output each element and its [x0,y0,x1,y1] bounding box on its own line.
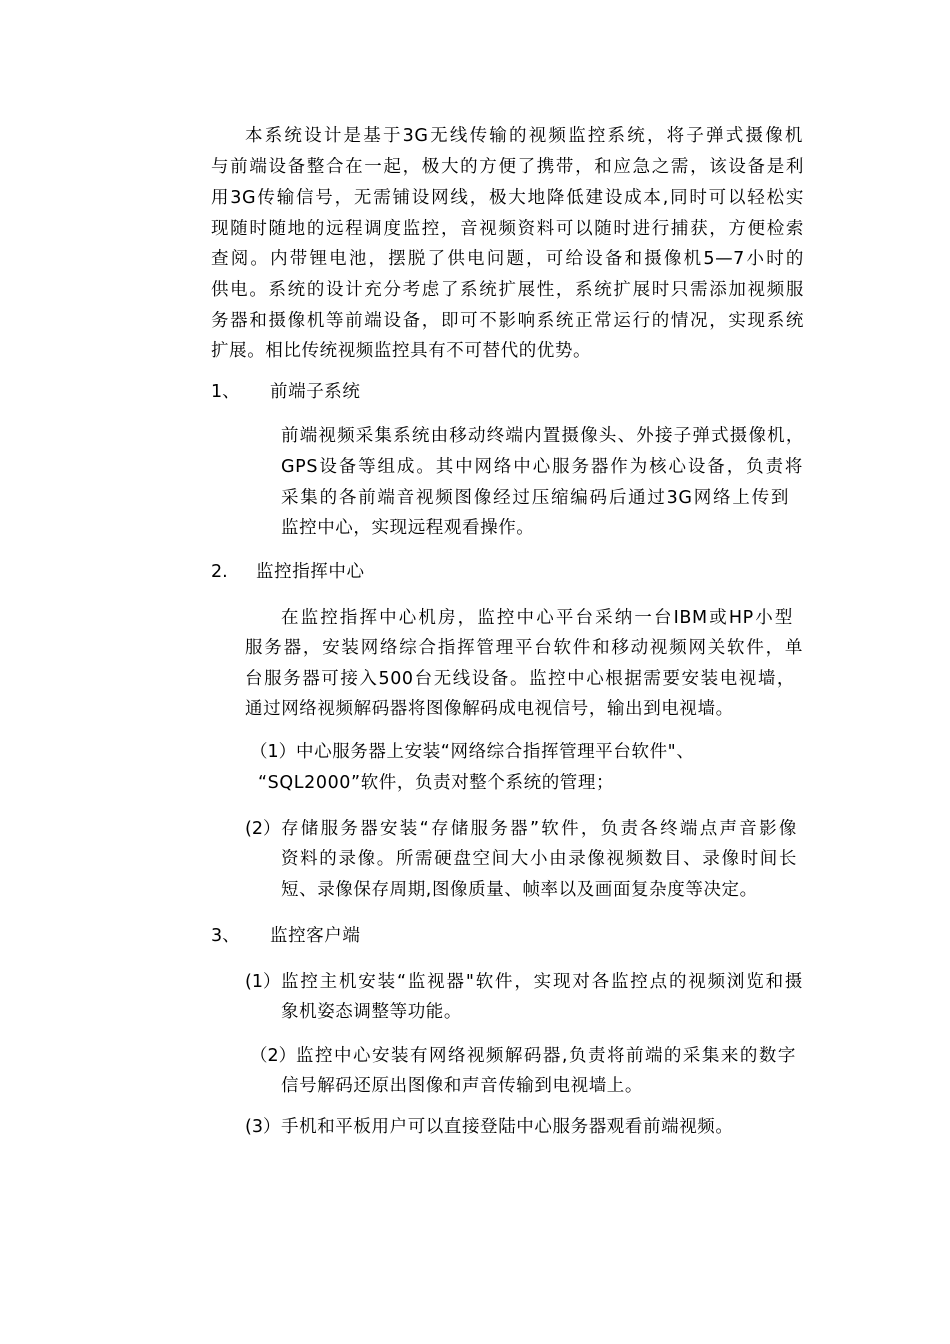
list-item-line: 监控主机安装“监视器"软件，实现对各监控点的视频浏览和摄 [281,972,803,992]
section-number: 1、 [211,382,240,402]
section-heading: 监控客户端 [270,926,361,946]
section-line: 采集的各前端音视频图像经过压缩编码后通过3G网络上传到 [281,488,789,508]
list-item-line: 象机姿态调整等功能。 [281,1002,462,1022]
list-item-line: 信号解码还原出图像和声音传输到电视墙上。 [281,1076,643,1096]
section-line: 通过网络视频解码器将图像解码成电视信号，输出到电视墙。 [245,699,734,719]
list-marker: (2） [245,819,281,839]
section-line: 服务器，安装网络综合指挥管理平台软件和移动视频网关软件，单 [245,638,803,658]
section-heading: 监控指挥中心 [256,562,365,582]
section-heading: 前端子系统 [270,382,361,402]
list-item-line: 中心服务器上安装“网络综合指挥管理平台软件"、 [296,742,695,762]
intro-line: 用3G传输信号，无需铺设网线，极大地降低建设成本,同时可以轻松实 [211,188,804,208]
section-line: 在监控指挥中心机房，监控中心平台采纳一台IBM或HP小型 [281,608,793,628]
list-item-line: 监控中心安装有网络视频解码器,负责将前端的采集来的数字 [296,1046,796,1066]
section-number: 3、 [211,926,240,946]
intro-line: 务器和摄像机等前端设备，即可不影响系统正常运行的情况，实现系统 [211,311,804,331]
section-number: 2. [211,562,228,582]
section-line: 监控中心，实现远程观看操作。 [281,518,535,538]
list-marker: (3） [245,1117,281,1137]
intro-line: 现随时随地的远程调度监控，音视频资料可以随时进行捕获，方便检索 [211,219,804,239]
list-item-line: 短、录像保存周期,图像质量、帧率以及画面复杂度等决定。 [281,880,758,900]
section-line: 台服务器可接入500台无线设备。监控中心根据需要安装电视墙， [245,669,795,689]
list-marker: (1） [245,972,281,992]
intro-line: 查阅。内带锂电池，摆脱了供电问题，可给设备和摄像机5—7小时的 [211,249,804,269]
intro-line: 与前端设备整合在一起，极大的方便了携带，和应急之需，该设备是利 [211,157,804,177]
intro-line: 扩展。相比传统视频监控具有不可替代的优势。 [211,341,592,361]
list-item-line: 存储服务器安装“存储服务器”软件，负责各终端点声音影像 [281,819,797,839]
intro-line: 供电。系统的设计充分考虑了系统扩展性，系统扩展时只需添加视频服 [211,280,804,300]
list-item-line: 资料的录像。所需硬盘空间大小由录像视频数目、录像时间长 [281,849,797,869]
list-item-line: “SQL2000”软件，负责对整个系统的管理； [258,773,615,793]
list-item-line: 手机和平板用户可以直接登陆中心服务器观看前端视频。 [281,1117,734,1137]
list-marker: （1） [250,742,297,762]
list-marker: （2） [250,1046,297,1066]
section-line: 前端视频采集系统由移动终端内置摄像头、外接子弹式摄像机， [281,426,804,446]
section-line: GPS设备等组成。其中网络中心服务器作为核心设备，负责将 [281,457,803,477]
intro-line: 本系统设计是基于3G无线传输的视频监控系统，将子弹式摄像机 [245,126,803,146]
